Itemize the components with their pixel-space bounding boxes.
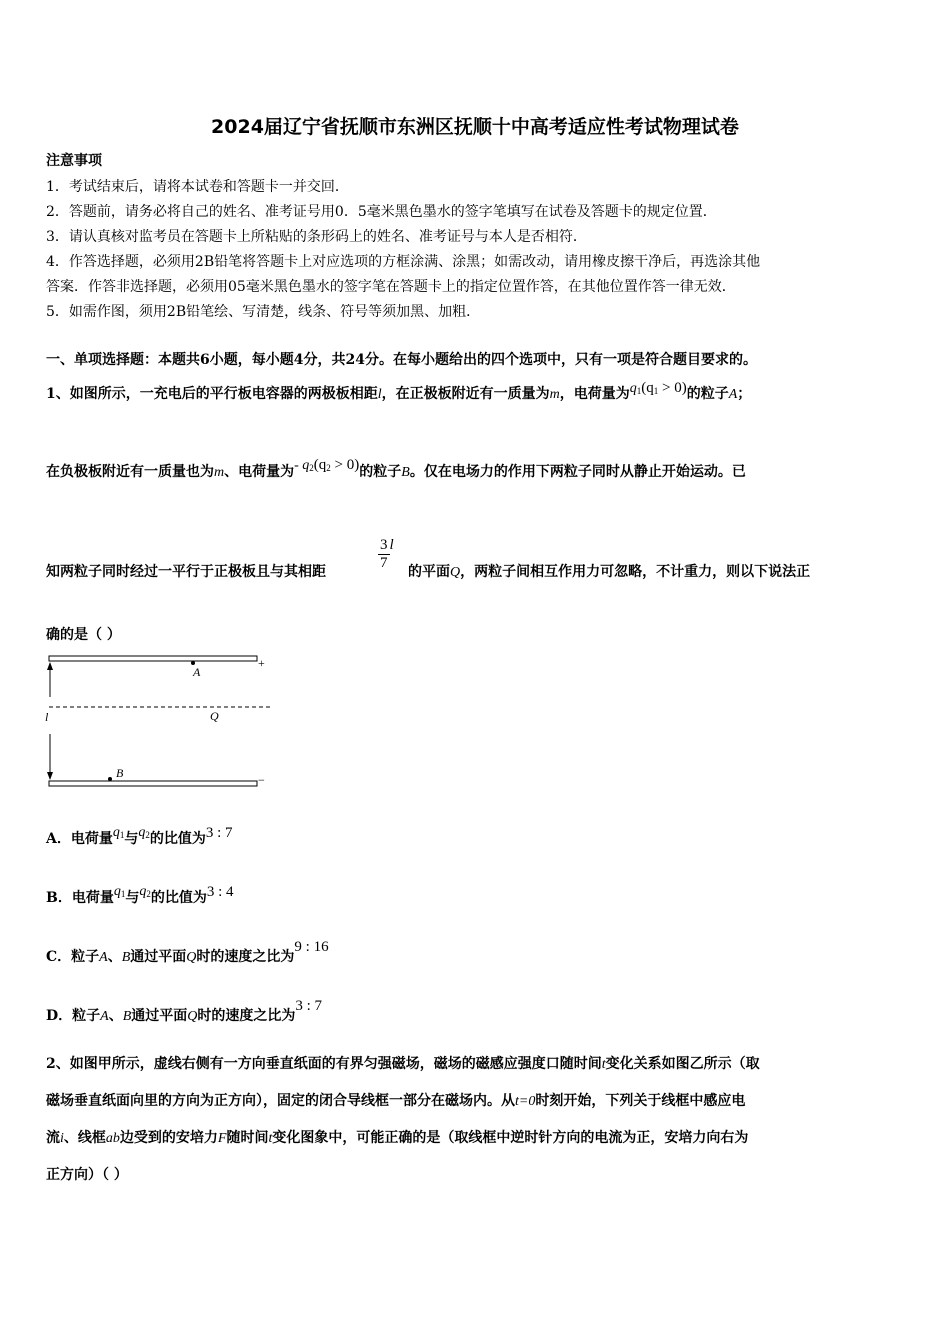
option-a[interactable]: A．电荷量$q^1$与$q^2$的比值为3 : 7 bbox=[46, 825, 233, 847]
q1-line-1: 1、如图所示，一充电后的平行板电容器的两极板相距l，在正极板附近有一质量为m，电荷量为$q^1(q^1 > 0)$的粒子A； bbox=[46, 380, 752, 402]
q1-line-4: 确的是（ ） bbox=[46, 627, 121, 643]
notice-item: 5．如需作图，须用2B铅笔绘、写清楚，线条、符号等须加黑、加粗． bbox=[46, 304, 481, 320]
notice-item: 3．请认真核对监考员在答题卡上所粘贴的条形码上的姓名、准考证号与本人是否相符． bbox=[46, 229, 587, 245]
plus-label: + bbox=[258, 656, 265, 670]
exam-title: 2024届辽宁省抚顺市东洲区抚顺十中高考适应性考试物理试卷 bbox=[211, 116, 739, 138]
q2-line-4: 正方向）（ ） bbox=[46, 1167, 128, 1183]
distance-label: l bbox=[45, 710, 49, 724]
option-c[interactable]: C．粒子A、B通过平面Q时的速度之比为9 : 16 bbox=[46, 939, 329, 965]
notice-heading: 注意事项 bbox=[46, 153, 102, 169]
negative-plate bbox=[49, 781, 257, 786]
notice-item: 答案．作答非选择题，必须用05毫米黑色墨水的签字笔在答题卡上的指定位置作答，在其他位置作答一律无效． bbox=[46, 279, 736, 295]
arrowhead-up bbox=[47, 662, 53, 670]
q1-line-3: 知两粒子同时经过一平行于正极板且与其相距 bbox=[46, 564, 326, 580]
q1-line-2: 在负极板附近有一质量也为m、电荷量为- $q^2(q^2 > 0)$的粒子B。仅在电场力的作用下两粒子同时从静止开始运动。已 bbox=[46, 457, 746, 480]
q1-line-3b: 的平面Q，两粒子间相互作用力可忽略，不计重力，则以下说法正 bbox=[408, 564, 811, 580]
plane-q-label: Q bbox=[210, 709, 219, 723]
particle-b-dot bbox=[108, 777, 112, 781]
q2-line-1: 2、如图甲所示，虚线右侧有一方向垂直纸面的有界匀强磁场，磁场的磁感应强度口随时间t变化关系如图乙所示（取 bbox=[46, 1056, 760, 1072]
section-heading: 一、单项选择题：本题共6小题，每小题4分，共24分。在每小题给出的四个选项中，只有一项是符合题目要求的。 bbox=[46, 352, 757, 368]
particle-a-label: A bbox=[193, 665, 201, 679]
q1-fraction: $\frac{3}{7}$ l bbox=[380, 537, 394, 571]
notice-item: 1．考试结束后，请将本试卷和答题卡一并交回． bbox=[46, 179, 349, 195]
notice-item: 4．作答选择题，必须用2B铅笔将答题卡上对应选项的方框涂满、涂黑；如需改动，请用橡皮擦干净后，再选涂其他 bbox=[46, 254, 761, 270]
option-d[interactable]: D．粒子A、B通过平面Q时的速度之比为3 : 7 bbox=[46, 998, 323, 1024]
minus-label: − bbox=[258, 773, 265, 787]
q2-line-3: 流i、线框ab边受到的安培力F随时间t变化图象中，可能正确的是（取线框中逆时针方向的电流为正，安培力向右为 bbox=[46, 1130, 749, 1146]
option-b[interactable]: B．电荷量$q^1$与$q^2$的比值为3 : 4 bbox=[46, 884, 234, 906]
positive-plate bbox=[49, 656, 257, 661]
arrowhead-down bbox=[47, 772, 53, 780]
q2-line-2: 磁场垂直纸面向里的方向为正方向），固定的闭合导线框一部分在磁场内。从t=0时刻开始，下列关于线框中感应电 bbox=[46, 1093, 746, 1109]
capacitor-figure bbox=[40, 650, 280, 795]
particle-b-label: B bbox=[116, 766, 124, 780]
notice-item: 2．答题前，请务必将自己的姓名、准考证号用0．5毫米黑色墨水的签字笔填写在试卷及答题卡的规定位置． bbox=[46, 204, 717, 220]
